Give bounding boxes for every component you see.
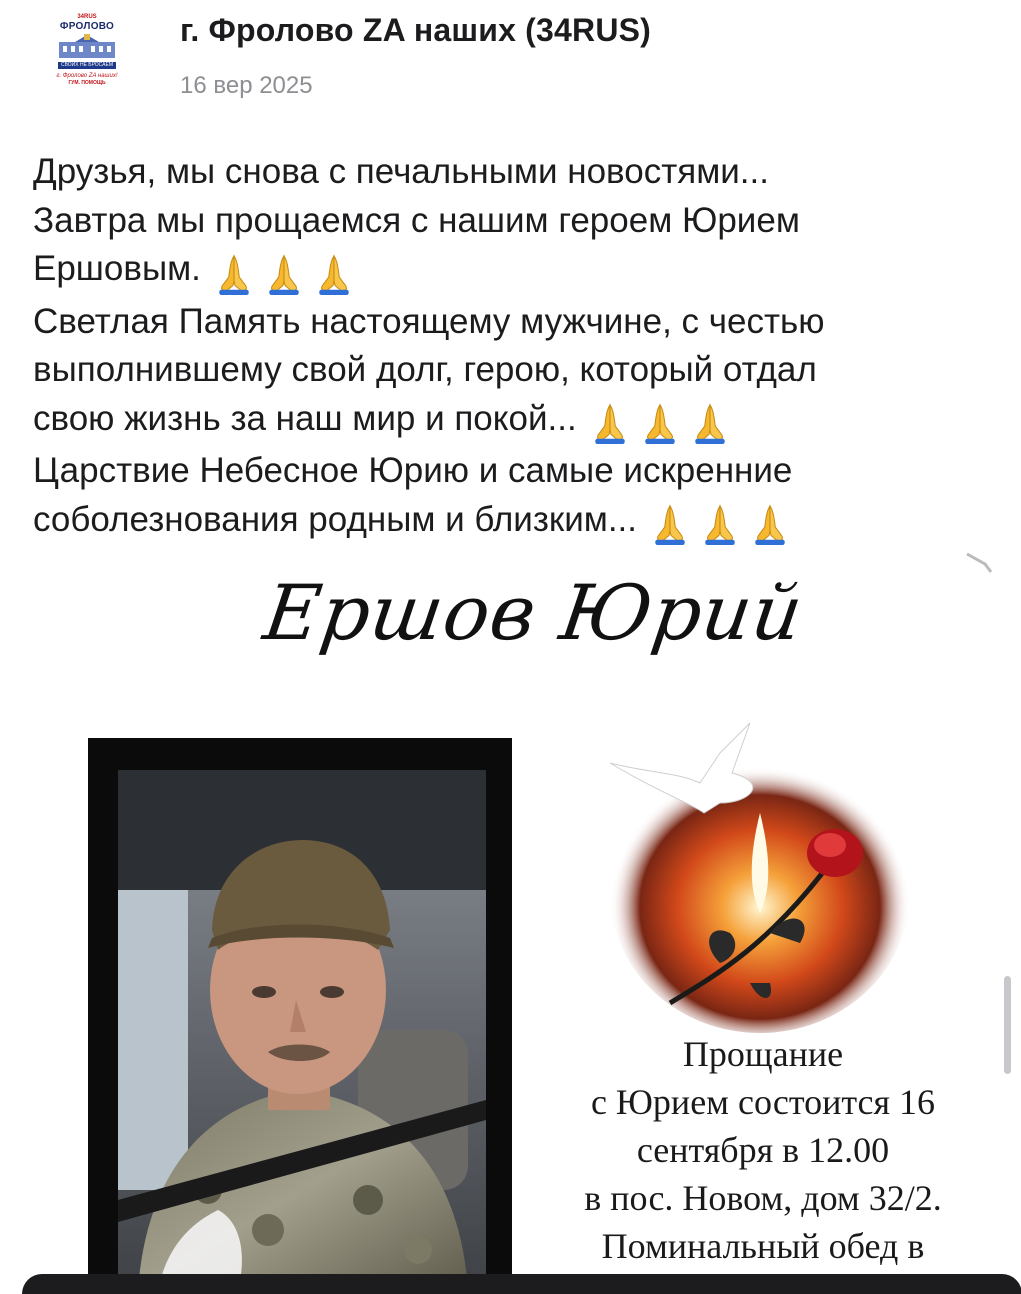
post-line: выполнившему свой долг, герою, который отдал (33, 350, 817, 389)
scrollbar[interactable] (1004, 976, 1011, 1074)
deceased-name: Ершов Юрий (258, 568, 809, 657)
avatar-band: СВОИХ НЕ БРОСАЕМ (58, 62, 116, 69)
channel-avatar[interactable] (48, 14, 126, 100)
post-line: свою жизнь за наш мир и покой... (33, 398, 577, 438)
praying-hands-icon (589, 399, 739, 448)
praying-hands-icon (649, 500, 799, 549)
portrait-illustration (118, 770, 486, 1280)
post-text (33, 148, 993, 548)
post-date: 16 вер 2025 (180, 72, 313, 99)
corner-mark-icon (965, 552, 993, 574)
praying-hands-icon (213, 249, 363, 298)
avatar-help: ГУМ. ПОМОЩЬ (68, 80, 106, 86)
channel-name[interactable]: г. Фролово ZA наших (34RUS) (180, 12, 652, 48)
post-line: Друзья, мы снова с печальными новостями... (33, 152, 769, 191)
farewell-line: в пос. Новом, дом 32/2. (584, 1178, 942, 1218)
farewell-line: Поминальный обед в (601, 1226, 925, 1266)
memorial-image[interactable] (0, 548, 1021, 1280)
post-line: Ершовым. (33, 249, 201, 288)
post-line-with-emoji (33, 395, 993, 448)
farewell-line: с Юрием состоится 16 (590, 1082, 936, 1122)
bottom-sheet-edge (22, 1274, 1021, 1294)
farewell-line: Прощание (682, 1034, 844, 1074)
post-line: Царствие Небесное Юрию и самые искренние (33, 451, 793, 490)
post-line: Светлая Память настоящему мужчине, с честью (33, 301, 825, 341)
portrait-photo (118, 770, 486, 1280)
farewell-notice (520, 1030, 1006, 1270)
avatar-script: г. Фролово ZA наших! (56, 73, 118, 79)
post-line: Завтра мы прощаемся с нашим героем Юрием (33, 200, 800, 240)
portrait-frame (88, 738, 512, 1280)
post-header (0, 0, 1021, 120)
post-line-with-emoji (33, 496, 993, 549)
avatar-top-text: 34RUS (77, 14, 97, 20)
post-line-with-emoji (33, 245, 993, 298)
candle-dove-rose-illustration (600, 703, 920, 1033)
post-line: соболезнования родным и близким... (33, 499, 638, 539)
building-icon (55, 34, 119, 60)
farewell-line: сентября в 12.00 (636, 1130, 890, 1170)
avatar-title: ФРОЛОВО (59, 21, 115, 32)
